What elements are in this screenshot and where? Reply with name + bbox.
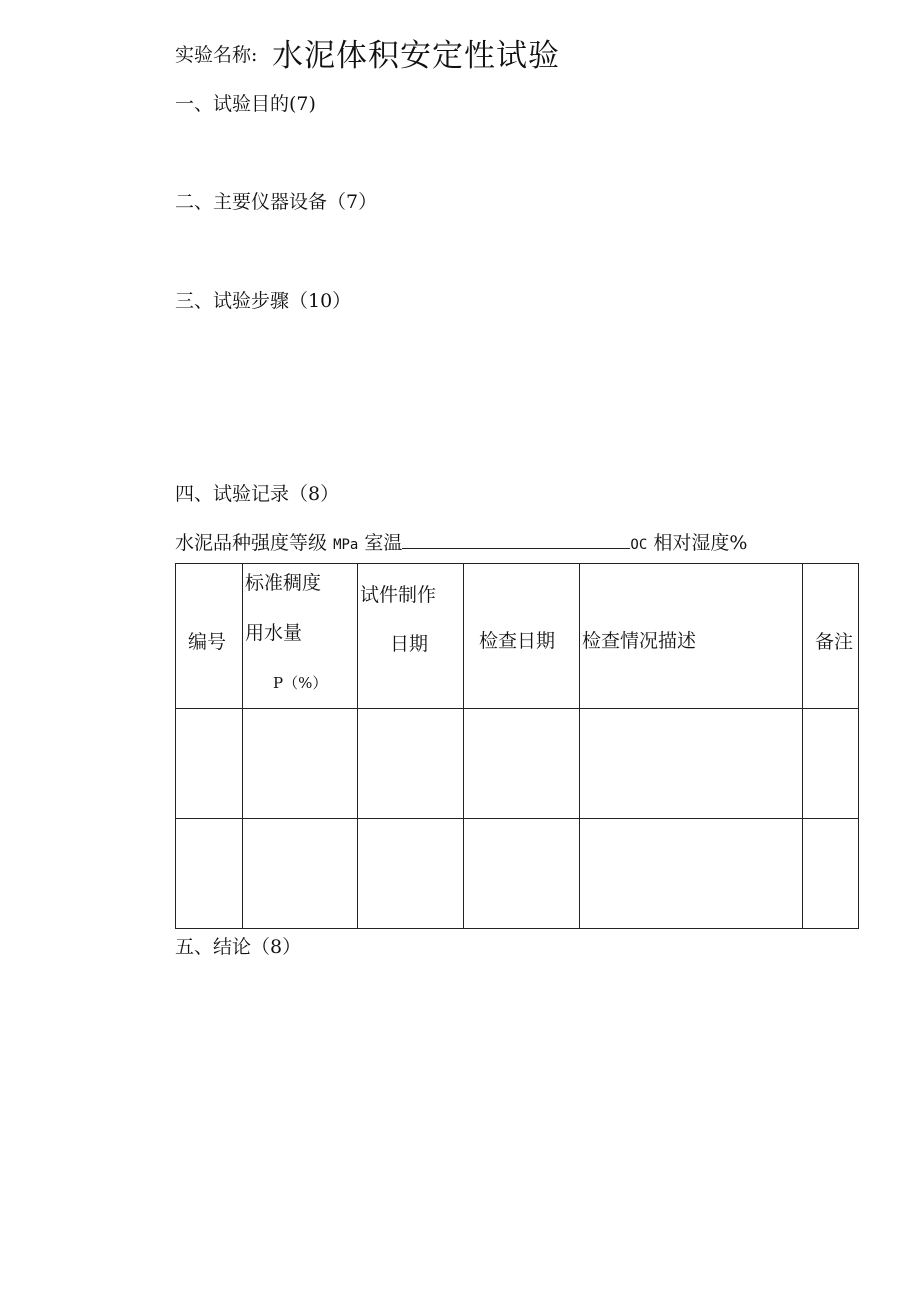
section-record: 四、试验记录（8） <box>175 483 340 505</box>
section-conclusion: 五、结论（8） <box>175 936 302 958</box>
room-temp-blank[interactable] <box>402 534 630 549</box>
table-cell[interactable] <box>803 709 859 819</box>
strength-unit: MPa <box>333 537 359 553</box>
table-cell[interactable] <box>464 709 580 819</box>
record-info-line <box>175 528 747 555</box>
section-purpose: 一、试验目的(7) <box>175 93 316 115</box>
temp-unit: OC <box>630 537 648 553</box>
header-id: 编号 <box>188 631 227 653</box>
header-remarks: 备注 <box>815 631 854 653</box>
table-cell[interactable] <box>580 819 803 929</box>
header-check-date-cell <box>464 564 580 709</box>
header-check-desc-cell <box>580 564 803 709</box>
title-label: 实验名称: <box>175 44 258 66</box>
page-title: 水泥体积安定性试验 <box>272 38 560 74</box>
header-id-cell <box>176 564 243 709</box>
cement-type-label: 水泥品种强度等级 <box>175 532 328 554</box>
header-check-desc: 检查情况描述 <box>582 630 697 652</box>
header-check-date: 检查日期 <box>479 630 556 652</box>
table-cell[interactable] <box>358 709 464 819</box>
table-row <box>176 819 859 929</box>
section-steps: 三、试验步骤（10） <box>175 290 352 312</box>
header-water-line3: P（%） <box>273 674 328 692</box>
header-made-cell <box>358 564 464 709</box>
humidity-label: 相对湿度% <box>653 532 748 554</box>
table-cell[interactable] <box>176 709 243 819</box>
header-made-line1: 试件制作 <box>360 584 437 606</box>
table-cell[interactable] <box>464 819 580 929</box>
table-cell[interactable] <box>358 819 464 929</box>
table-cell[interactable] <box>580 709 803 819</box>
section-equipment: 二、主要仪器设备（7） <box>175 191 378 213</box>
header-water-line2: 用水量 <box>245 622 303 644</box>
table-cell[interactable] <box>803 819 859 929</box>
record-table <box>175 563 859 929</box>
table-row <box>176 709 859 819</box>
table-cell[interactable] <box>243 819 358 929</box>
table-header-row <box>176 564 859 709</box>
room-temp-label: 室温 <box>364 532 403 554</box>
table-cell[interactable] <box>176 819 243 929</box>
table-cell[interactable] <box>243 709 358 819</box>
header-made-line2: 日期 <box>390 633 429 655</box>
header-water-line1: 标准稠度 <box>245 572 322 594</box>
header-water-cell <box>243 564 358 709</box>
header-remarks-cell <box>803 564 859 709</box>
